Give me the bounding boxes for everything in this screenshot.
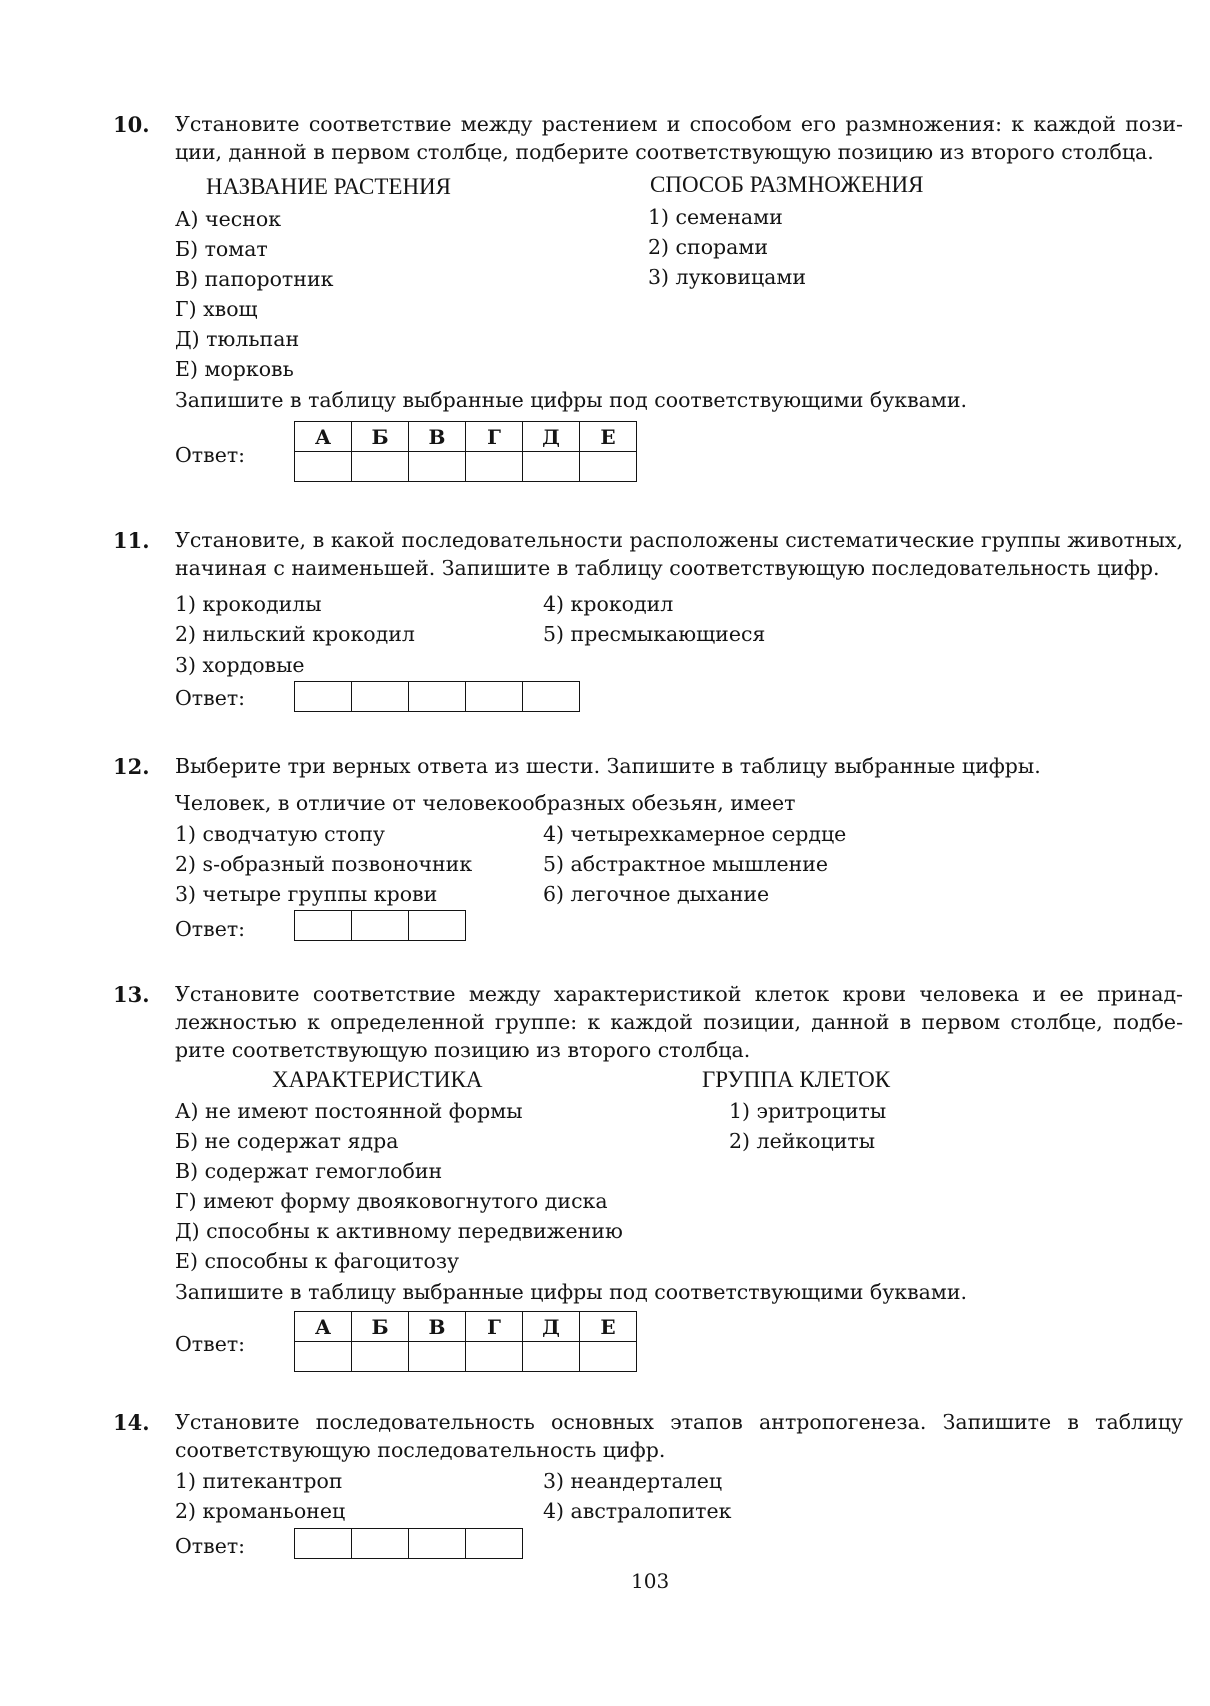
q11-option: 1) крокодилы xyxy=(175,592,322,616)
q13-table-header-cell: В xyxy=(409,1312,466,1342)
q12-answer-cell[interactable] xyxy=(352,911,409,941)
q13-col1-item: Г) имеют форму двояковогнутого диска xyxy=(175,1189,608,1213)
q13-col2-header: ГРУППА КЛЕТОК xyxy=(702,1067,891,1092)
q13-answer-cell[interactable] xyxy=(580,1342,637,1372)
q12-option: 6) легочное дыхание xyxy=(543,882,770,906)
q13-answer-cell[interactable] xyxy=(523,1342,580,1372)
q14-answer-cell[interactable] xyxy=(466,1529,523,1559)
q13-number: 13. xyxy=(113,982,150,1007)
q12-answer-cell[interactable] xyxy=(295,911,352,941)
q12-option: 5) абстрактное мышление xyxy=(543,852,829,876)
q10-table-header-cell: Е xyxy=(580,422,637,452)
q14-answer-label: Ответ: xyxy=(175,1534,246,1558)
q14-option: 2) кроманьонец xyxy=(175,1499,346,1523)
q12-stem: Человек, в отличие от человекообразных обезьян, имеет xyxy=(175,791,796,815)
q10-instruction: Запишите в таблицу выбранные цифры под соответствующими буквами. xyxy=(175,388,968,412)
q13-table-header-cell: Г xyxy=(466,1312,523,1342)
q10-answer-cell[interactable] xyxy=(466,452,523,482)
q13-text-line-2: лежностью к определенной группе: к каждой позиции, данной в первом столбце, подбе- xyxy=(175,1010,1183,1034)
q12-answer-cell[interactable] xyxy=(409,911,466,941)
q13-col1-header: ХАРАКТЕРИСТИКА xyxy=(272,1067,483,1092)
q11-option: 3) хордовые xyxy=(175,653,305,677)
q13-answer-cell[interactable] xyxy=(466,1342,523,1372)
q14-option: 3) неандерталец xyxy=(543,1469,723,1493)
q10-text-line-1: Установите соответствие между растением и способом его размножения: к каждой пози- xyxy=(175,112,1183,136)
q13-answer-cell[interactable] xyxy=(352,1342,409,1372)
q11-answer-cell[interactable] xyxy=(295,682,352,712)
q13-table-header-cell: Б xyxy=(352,1312,409,1342)
q13-answer-label: Ответ: xyxy=(175,1332,246,1356)
q10-col1-item: Б) томат xyxy=(175,237,268,261)
q14-option: 4) австралопитек xyxy=(543,1499,732,1523)
q11-answer-table xyxy=(294,681,580,712)
q11-number: 11. xyxy=(113,528,150,553)
q11-answer-cell[interactable] xyxy=(352,682,409,712)
page-number: 103 xyxy=(631,1569,670,1593)
q10-col1-header: НАЗВАНИЕ РАСТЕНИЯ xyxy=(206,174,452,199)
q10-col1-item: Г) хвощ xyxy=(175,297,258,321)
q14-answer-cell[interactable] xyxy=(409,1529,466,1559)
q10-col2-item: 1) семенами xyxy=(648,205,783,229)
q13-answer-cell[interactable] xyxy=(409,1342,466,1372)
q10-answer-cell[interactable] xyxy=(409,452,466,482)
q11-answer-label: Ответ: xyxy=(175,686,246,710)
q14-text-line-2: соответствующую последовательность цифр. xyxy=(175,1438,666,1462)
q14-option: 1) питекантроп xyxy=(175,1469,343,1493)
q13-answer-cell[interactable] xyxy=(295,1342,352,1372)
q11-answer-cell[interactable] xyxy=(409,682,466,712)
q12-number: 12. xyxy=(113,754,150,779)
q12-option: 4) четырехкамерное сердце xyxy=(543,822,847,846)
q10-col2-item: 3) луковицами xyxy=(648,265,807,289)
q14-answer-cell[interactable] xyxy=(352,1529,409,1559)
q13-text-line-1: Установите соответствие между характеристикой клеток крови человека и ее принад- xyxy=(175,982,1183,1006)
q13-col2-item: 2) лейкоциты xyxy=(729,1129,876,1153)
q12-answer-label: Ответ: xyxy=(175,917,246,941)
q11-answer-cell[interactable] xyxy=(523,682,580,712)
q10-col1-item: В) папоротник xyxy=(175,267,334,291)
q13-instruction: Запишите в таблицу выбранные цифры под соответствующими буквами. xyxy=(175,1280,968,1304)
q10-table-header-cell: В xyxy=(409,422,466,452)
q10-text-line-2: ции, данной в первом столбце, подберите соответствующую позицию из второго столбца. xyxy=(175,140,1154,164)
q10-col1-item: Е) морковь xyxy=(175,357,294,381)
q13-table-header-cell: А xyxy=(295,1312,352,1342)
q13-col2-item: 1) эритроциты xyxy=(729,1099,887,1123)
q11-text-line-2: начиная с наименьшей. Запишите в таблицу соответствующую последовательность цифр. xyxy=(175,556,1160,580)
q11-option: 4) крокодил xyxy=(543,592,674,616)
q12-answer-table xyxy=(294,910,466,941)
q13-col1-item: А) не имеют постоянной формы xyxy=(175,1099,523,1123)
q13-table-header-cell: Е xyxy=(580,1312,637,1342)
q14-number: 14. xyxy=(113,1410,150,1435)
q13-col1-item: Д) способны к активному передвижению xyxy=(175,1219,623,1243)
q10-number: 10. xyxy=(113,112,150,137)
q13-text-line-3: рите соответствующую позицию из второго столбца. xyxy=(175,1038,751,1062)
q12-option: 1) сводчатую стопу xyxy=(175,822,385,846)
q14-answer-cell[interactable] xyxy=(295,1529,352,1559)
q14-answer-table xyxy=(294,1528,523,1559)
q11-option: 5) пресмыкающиеся xyxy=(543,622,766,646)
q13-col1-item: Б) не содержат ядра xyxy=(175,1129,399,1153)
q10-col1-item: А) чеснок xyxy=(175,207,282,231)
q14-text-line-1: Установите последовательность основных этапов антропогенеза. Запишите в таблицу xyxy=(175,1410,1183,1434)
q11-answer-cell[interactable] xyxy=(466,682,523,712)
q10-table-header-cell: А xyxy=(295,422,352,452)
q10-answer-cell[interactable] xyxy=(295,452,352,482)
q12-text-line: Выберите три верных ответа из шести. Запишите в таблицу выбранные цифры. xyxy=(175,754,1041,778)
q10-answer-label: Ответ: xyxy=(175,443,246,467)
q13-answer-table xyxy=(294,1311,637,1372)
q12-option: 2) s-образный позвоночник xyxy=(175,852,473,876)
q10-answer-cell[interactable] xyxy=(580,452,637,482)
q10-answer-table xyxy=(294,421,637,482)
q10-table-header-cell: Б xyxy=(352,422,409,452)
q12-option: 3) четыре группы крови xyxy=(175,882,438,906)
q10-table-header-cell: Г xyxy=(466,422,523,452)
q11-text-line-1: Установите, в какой последовательности расположены систематические группы животных, xyxy=(175,528,1183,552)
q10-answer-cell[interactable] xyxy=(523,452,580,482)
q10-answer-cell[interactable] xyxy=(352,452,409,482)
q10-table-header-cell: Д xyxy=(523,422,580,452)
q10-col2-header: СПОСОБ РАЗМНОЖЕНИЯ xyxy=(650,172,924,197)
q13-table-header-cell: Д xyxy=(523,1312,580,1342)
q13-col1-item: Е) способны к фагоцитозу xyxy=(175,1249,460,1273)
q10-col2-item: 2) спорами xyxy=(648,235,768,259)
q13-col1-item: В) содержат гемоглобин xyxy=(175,1159,443,1183)
q11-option: 2) нильский крокодил xyxy=(175,622,415,646)
q10-col1-item: Д) тюльпан xyxy=(175,327,300,351)
